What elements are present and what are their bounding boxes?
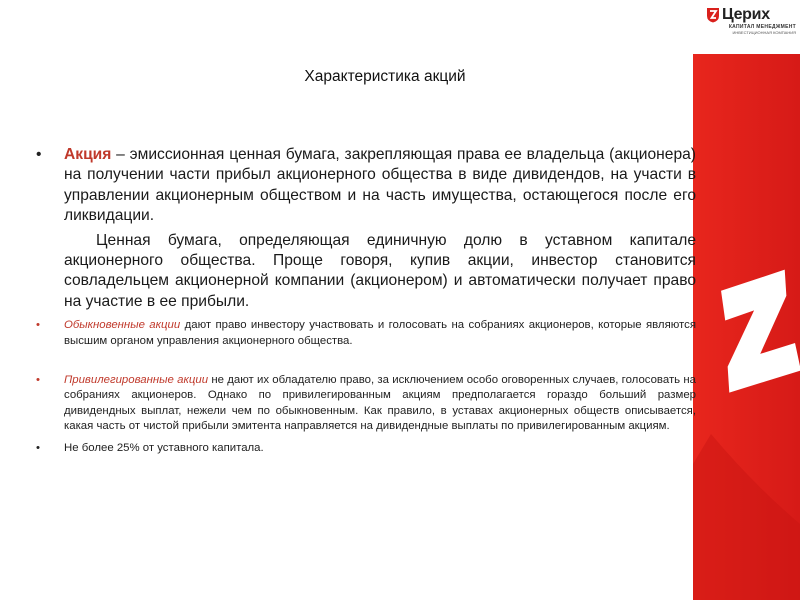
limit-item (36, 441, 696, 456)
preferred-shares-term: Привилегированные акции (64, 374, 209, 387)
company-logo (706, 6, 796, 48)
ordinary-shares-term: Обыкновенные акции (64, 319, 181, 332)
logo-subtagline: ИНВЕСТИЦИОННАЯ КОМПАНИЯ (732, 30, 796, 35)
preferred-shares-item (36, 373, 696, 435)
definition-paragraph-text: Ценная бумага, определяющая единичную долю в уставном капитале акционерного общества. Проще говоря, купив акции, инвестор становится совладельцем акционерной компании (акционером) и автоматически получает право на участие в ее прибыли. (64, 231, 696, 310)
bullet-icon: • (36, 319, 40, 332)
bullet-icon: • (36, 146, 42, 163)
logo-name: Церих (722, 6, 770, 23)
bullet-icon: • (36, 441, 40, 454)
logo-tagline: КАПИТАЛ МЕНЕДЖМЕНТ (728, 24, 796, 30)
slide-content (36, 145, 696, 456)
red-decoration-panel (693, 54, 800, 600)
limit-text: Не более 25% от уставного капитала. (64, 441, 264, 454)
definition-term: Акция (64, 146, 112, 163)
bullet-icon: • (36, 374, 40, 387)
logo-shield-icon (706, 7, 720, 23)
ordinary-shares-item (36, 318, 696, 349)
definition-item (36, 145, 696, 227)
preferred-shares-text: не дают их обладателю право, за исключением особо оговоренных случаев, голосовать на собраниях акционеров. Однако по привилегированным акциям предполагается гораздо больший размер дивидендных выплат, нежели чем по обыкновенным. Как правило, в уставах акционерных обществ описывается, какая часть от чистой прибыли эмитента направляется на дивидендные выплаты по привилегированным акциям. (64, 374, 696, 433)
definition-paragraph (36, 231, 696, 313)
definition-text: – эмиссионная ценная бумага, закрепляющая права ее владельца (акционера) на получении части прибыл акционерного общества в виде дивидендов, на участи в управлении акционерным обществом и на часть имущества, остающегося после его ликвидации. (64, 146, 696, 225)
slide-title: Характеристика акций (304, 68, 466, 85)
ordinary-shares-text: дают право инвестору участвовать и голосовать на собраниях акционеров, которые являются высшим органом управления акционерного общества. (64, 319, 696, 347)
bullet-list (36, 145, 696, 456)
